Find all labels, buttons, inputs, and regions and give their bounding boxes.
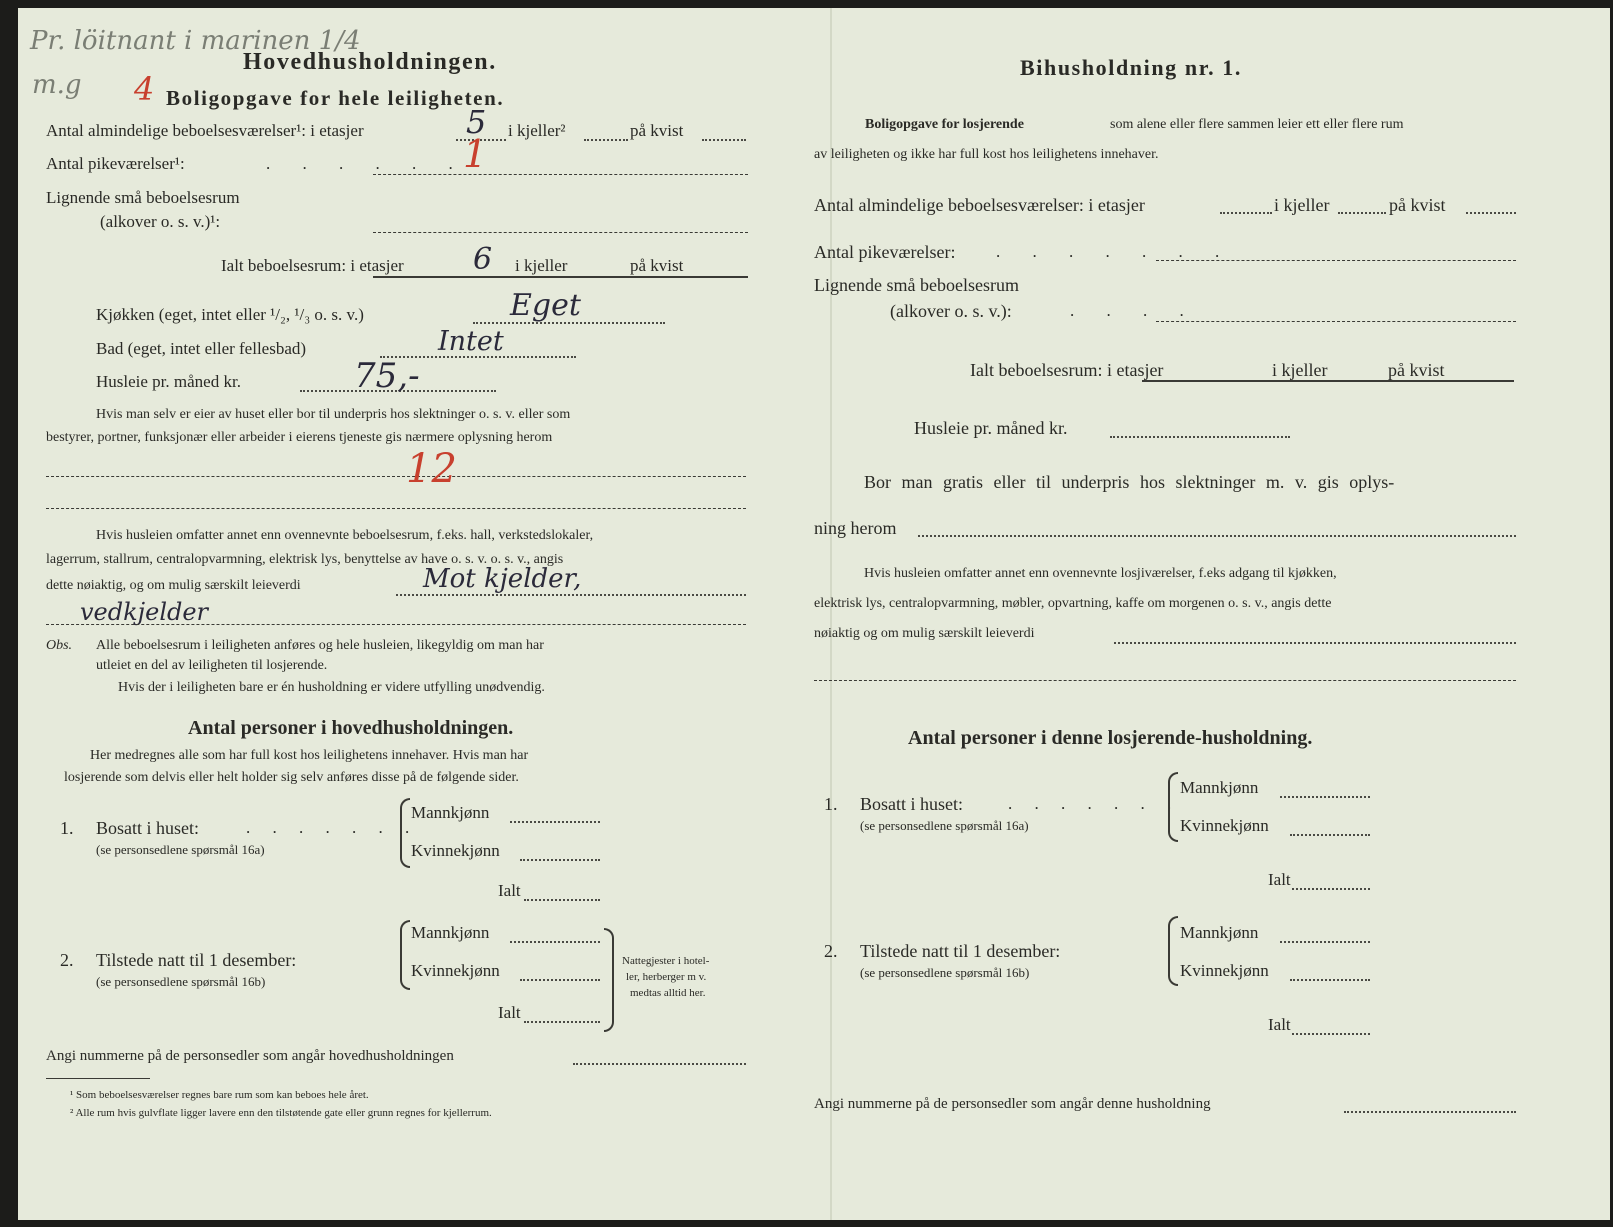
handwritten-mg: m.g: [32, 70, 82, 100]
kjokken-label: Kjøkken (eget, intet eller ¹/₂, ¹/₃ o. s. v.): [96, 305, 364, 324]
hw-bad: Intet: [438, 326, 504, 357]
right-angi: Angi nummerne på de personsedler som angår denne husholdning: [814, 1096, 1211, 1112]
left-ialt-label: Ialt beboelsesrum: i etasjer: [221, 256, 404, 275]
right-intro-bold: Boligopgave for losjerende: [865, 117, 1024, 132]
hw-kjokken: Eget: [510, 288, 581, 323]
census-form-sheet: Pr. löitnant i marinen 1/4 m.g 4 Hovedhusholdningen. Boligopgave for hele leiligheten. Antal almindelige beboelsesværelser¹: i etasjer 5 i kjeller² på kvist Antal pikeværelser¹: . . . . . . 1 Lignende små beboelsesrum (alkover o. s. v.)¹: Ialt beboelsesrum: i etasjer 6 i kjeller på kvist Kjøkken (eget, intet eller ¹/₂, ¹/₃ o. s. v.) Eget Bad (eget, intet eller fellesbad) Intet Husleie pr. måned kr. 75,- Hvis man selv er eier av huset eller bor til underpris hos slektninger o. s. v. eller som bestyrer, portner, funksjonær eller arbeider i eierens tjeneste gis nærmere oplysning herom 12 Hvis husleien omfatter annet enn ovennevnte beboelsesrum, f.eks. hall, verkstedslokaler, lagerrum, stallrum, centralopvarmning, elektrisk lys, benyttelse av have o. s. v. o. s. v., angis dette nøiaktig, og om mulig særskilt leieverdi Mot kjelder, vedkjelder Obs. Alle beboelsesrum i leiligheten anføres og hele husleien, likegyldig om man har utleiet en del av leiligheten til losjerende. Hvis der i leiligheten bare er én husholdning er videre utfylling unødvendig. Antal personer i hovedhusholdningen. Her medregnes alle som har full kost hos leilighetens innehaver. Hvis man har losjerende som delvis eller helt holder sig selv anføres disse på de følgende sider. 1. Bosatt i huset: . . . . . . . (se personsedlene spørsmål 16a) Mannkjønn Kvinnekjønn Ialt 2. Tilstede natt til 1 desember: (se personsedlene spørsmål 16b) Mannkjønn Kvinnekjønn Ialt Nattegjester i hotel- ler, herberger m v. medtas alltid her. Angi nummerne på de personsedler som angår hovedhusholdningen ¹ Som beboelsesværelser regnes bare rum som kan beboes hele året. ² Alle rum hvis gulvflate ligger lavere enn den tilstøtende gate eller grunn regnes for kjellerrum. Bihusholdning nr. 1. Boligopgave for losjerende som alene eller flere sammen leier ett eller flere rum av leiligheten og ikke har full kost hos leilighetens innehaver. Antal almindelige beboelsesværelser: i etasjer i kjeller på kvist Antal pikeværelser: . . . . . . . Lignende små beboelsesrum (alkover o. s. v.): . . . . Ialt beboelsesrum: i etasjer i kjeller på kvist Husleie pr. måned kr. Bor man gratis eller til underpris hos slektninger m. v. gis oplys- ning herom Hvis husleien omfatter annet enn ovennevnte losjiværelser, f.eks adgang til kjøkken, elektrisk lys, centralopvarmning, møbler, opvartning, kaffe om morgenen o. s. v., angis dette nøiaktig og om mulig særskilt leieverdi Antal personer i denne losjerende-husholdning. 1. Bosatt i huset: . . . . . . . (se personsedlene spørsmål 16a) Mannkjønn Kvinnekjønn Ialt 2. Tilstede natt til 1 desember: (se personsedlene spørsmål 16b) Mannkjønn Kvinnekjønn Ialt Angi nummerne på de personsedler som angår denne husholdning: [18, 8, 1610, 1220]
hw-etasjer: 5: [466, 103, 487, 141]
hw-pike: 1: [463, 132, 488, 176]
handwritten-red-4: 4: [134, 70, 155, 108]
hw-leieverdi-1: Mot kjelder,: [423, 564, 582, 594]
hw-ialt: 6: [473, 242, 493, 277]
page-fold: [830, 8, 832, 1220]
husleie-label: Husleie pr. måned kr.: [96, 372, 241, 391]
right-personer-title: Antal personer i denne losjerende-husholdning.: [908, 727, 1313, 749]
handwritten-top-note: Pr. löitnant i marinen 1/4: [30, 26, 361, 56]
right-title: Bihusholdning nr. 1.: [1020, 55, 1242, 80]
left-subtitle: Boligopgave for hele leiligheten.: [166, 86, 505, 110]
left-personer-title: Antal personer i hovedhusholdningen.: [188, 717, 514, 739]
left-row1-label: Antal almindelige beboelsesværelser¹: i etasjer: [46, 121, 364, 140]
hw-leieverdi-2: vedkjelder: [80, 598, 209, 626]
bad-label: Bad (eget, intet eller fellesbad): [96, 339, 307, 358]
hw-red-12: 12: [406, 446, 457, 492]
left-title: Hovedhusholdningen.: [243, 49, 497, 75]
hw-husleie: 75,-: [354, 356, 420, 396]
left-row2-label: Antal pikeværelser¹:: [46, 154, 185, 173]
left-angi: Angi nummerne på de personsedler som angår hovedhusholdningen: [46, 1048, 454, 1064]
